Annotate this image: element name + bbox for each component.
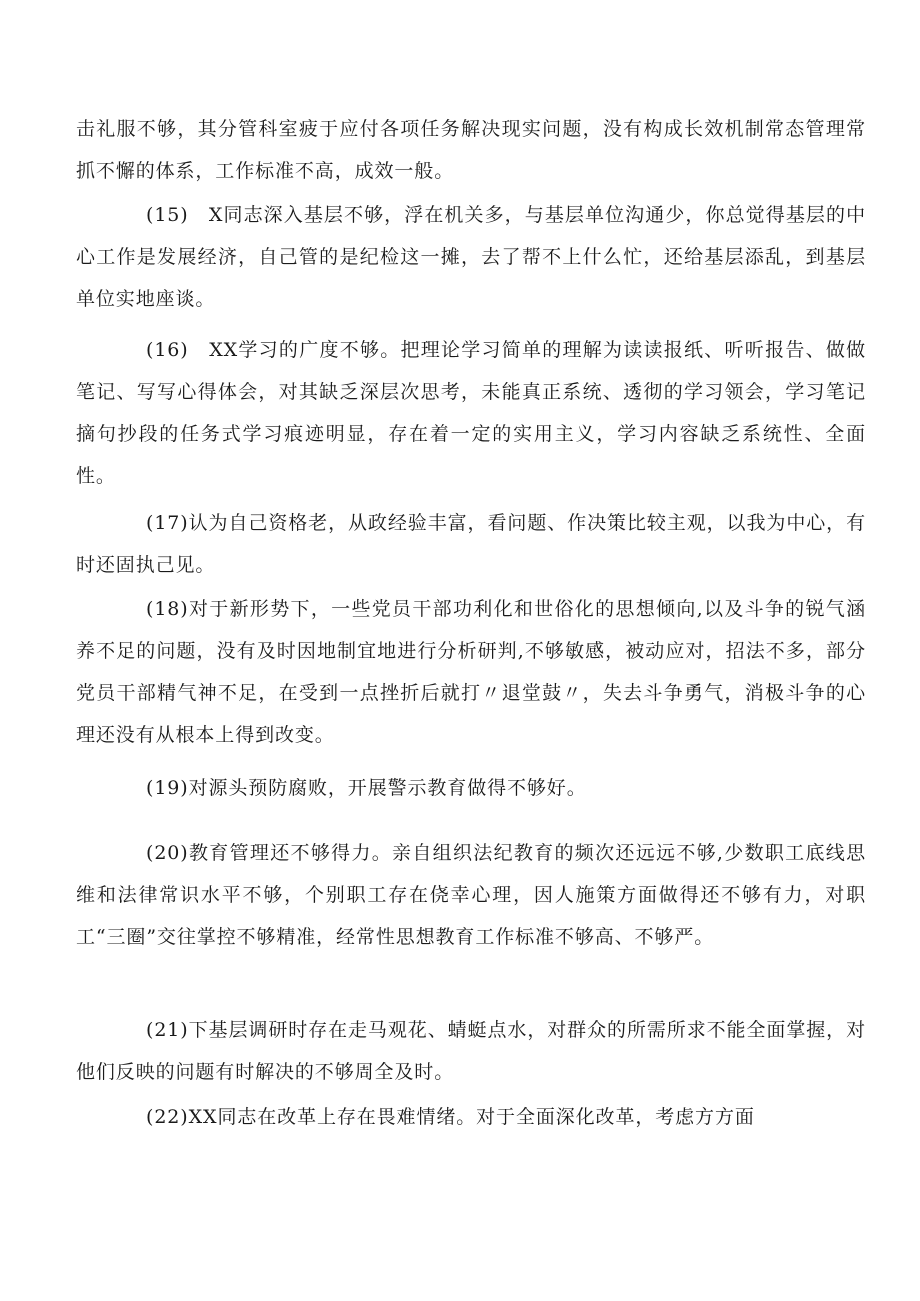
paragraph-18: (18)对于新形势下，一些党员干部功利化和世俗化的思想倾向,以及斗争的锐气涵养不足的问题，没有及时因地制宜地进行分析研判,不够敏感，被动应对，招法不多，部分党员干部精气神不足，在受到一点挫折后就打〃退堂鼓〃，失去斗争勇气，消极斗争的心理还没有从根本上得到改变。 bbox=[76, 598, 866, 746]
paragraph-16: (16) XX学习的广度不够。把理论学习简单的理解为读读报纸、听听报告、做做笔记、写写心得体会，对其缺乏深层次思考，未能真正系统、透彻的学习领会，学习笔记摘句抄段的任务式学习痕迹明显，存在着一定的实用主义，学习内容缺乏系统性、全面性。 bbox=[76, 339, 866, 487]
paragraph-20: (20)教育管理还不够得力。亲自组织法纪教育的频次还远远不够,少数职工底线思维和法律常识水平不够，个别职工存在侥幸心理，因人施策方面做得还不够有力，对职工“三圈”交往掌控不够精准，经常性思想教育工作标准不够高、不够严。 bbox=[76, 842, 866, 948]
paragraph-19: (19)对源头预防腐败，开展警示教育做得不够好。 bbox=[146, 777, 587, 799]
paragraph-15: (15) X同志深入基层不够，浮在机关多，与基层单位沟通少，你总觉得基层的中心工作是发展经济，自己管的是纪检这一摊，去了帮不上什么忙，还给基层添乱，到基层单位实地座谈。 bbox=[76, 204, 866, 310]
paragraph-22: (22)XX同志在改革上存在畏难情绪。对于全面深化改革，考虑方方面 bbox=[146, 1106, 755, 1128]
paragraph-continued: 击礼服不够，其分管科室疲于应付各项任务解决现实问题，没有构成长效机制常态管理常抓不懈的体系，工作标准不高，成效一般。 bbox=[76, 118, 866, 182]
paragraph-17: (17)认为自己资格老，从政经验丰富，看问题、作决策比较主观，以我为中心，有时还固执己见。 bbox=[76, 512, 866, 576]
paragraph-21: (21)下基层调研时存在走马观花、蜻蜓点水，对群众的所需所求不能全面掌握，对他们反映的问题有时解决的不够周全及时。 bbox=[76, 1019, 866, 1083]
